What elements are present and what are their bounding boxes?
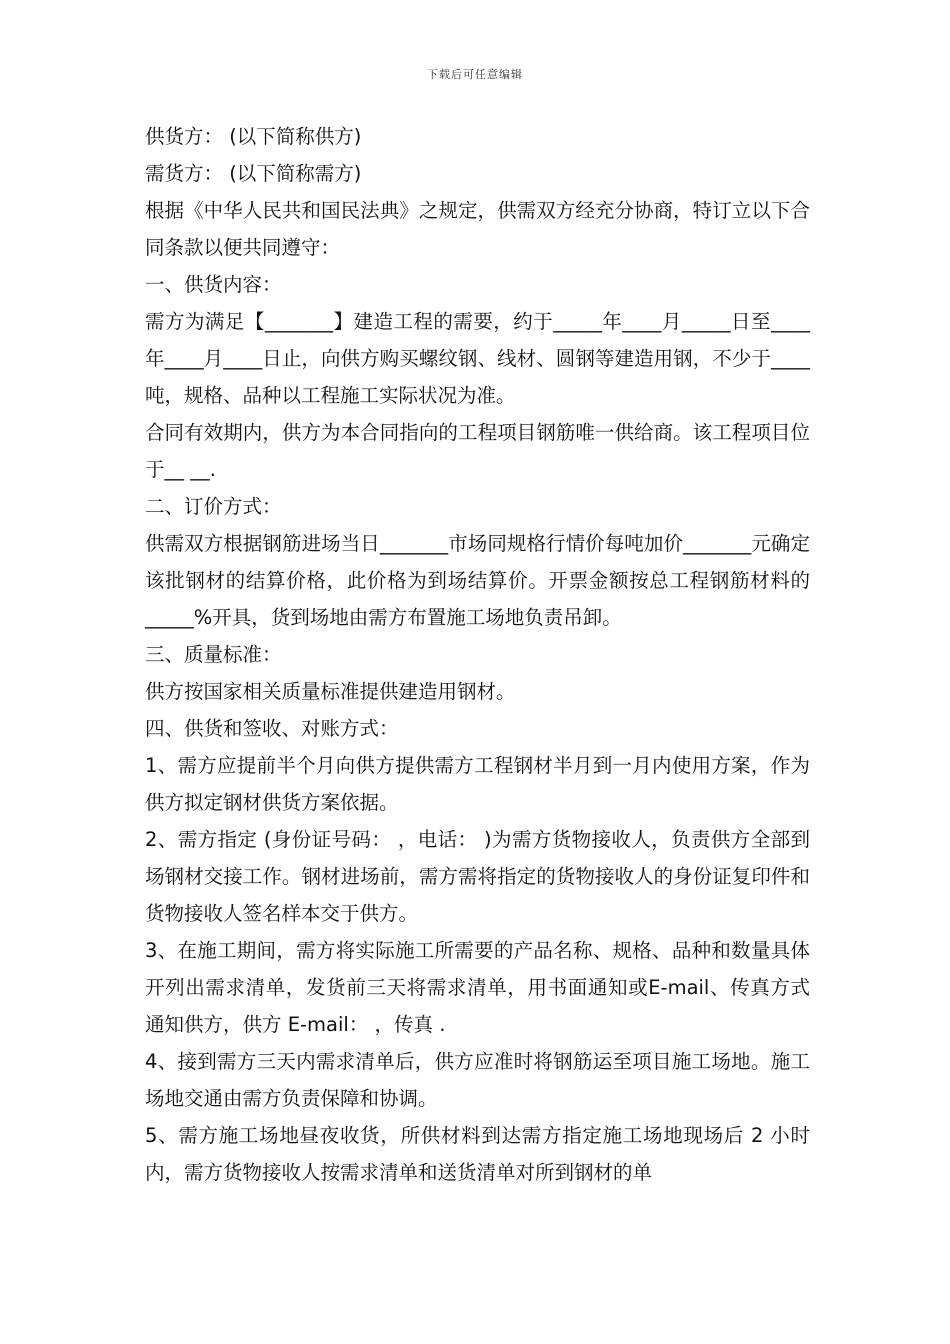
section-heading-delivery: 四、供货和签收、对账方式：	[145, 717, 399, 740]
paragraph-quality: 供方按国家相关质量标准提供建造用钢材。	[145, 680, 516, 703]
list-item-delivery-3: 3、在施工期间，需方将实际施工所需要的产品名称、规格、品种和数量具体开列出需求清单，发货前三天将需求清单，用书面通知或E-mail、传真方式通知供方，供方 E-mail： ，传真 .	[145, 939, 810, 1036]
page-header: 下载后可任意编辑	[427, 68, 523, 81]
section-heading-quality: 三、质量标准：	[145, 643, 282, 666]
list-item-delivery-2: 2、需方指定 (身份证号码： ，电话： )为需方货物接收人，负责供方全部到场钢材交接工作。钢材进场前，需方需将指定的货物接收人的身份证复印件和货物接收人签名样本交于供方。	[145, 828, 810, 925]
document-body	[145, 118, 810, 1191]
paragraph-sole-supplier: 合同有效期内，供方为本合同指向的工程项目钢筋唯一供给商。该工程项目位于__ __.	[145, 421, 810, 481]
list-item-delivery-4: 4、接到需方三天内需求清单后，供方应准时将钢筋运至项目施工场地。施工场地交通由需方负责保障和协调。	[145, 1050, 810, 1110]
paragraph-supplier: 供货方： (以下简称供方)	[145, 125, 362, 148]
section-heading-supply-content: 一、供货内容：	[145, 273, 282, 296]
paragraph-pricing: 供需双方根据钢筋进场当日_______市场同规格行情价每吨加价_______元确定该批钢材的结算价格，此价格为到场结算价。开票金额按总工程钢筋材料的_____%开具，货到场地由需方布置施工场地负责吊卸。	[145, 532, 810, 629]
paragraph-supply-content: 需方为满足【_______】建造工程的需要，约于_____年____月_____日至____年____月____日止，向供方购买螺纹钢、线材、圆钢等建造用钢，不少于____吨，规格、品种以工程施工实际状况为准。	[145, 310, 810, 407]
paragraph-buyer: 需货方： (以下简称需方)	[145, 162, 362, 185]
list-item-delivery-5: 5、需方施工场地昼夜收货，所供材料到达需方指定施工场地现场后 2 小时内，需方货物接收人按需求清单和送货清单对所到钢材的单	[145, 1124, 810, 1184]
section-heading-pricing: 二、订价方式：	[145, 495, 282, 518]
list-item-delivery-1: 1、需方应提前半个月向供方提供需方工程钢材半月到一月内使用方案，作为供方拟定钢材供货方案依据。	[145, 754, 810, 814]
paragraph-preamble: 根据《中华人民共和国民法典》之规定，供需双方经充分协商，特订立以下合同条款以便共同遵守：	[145, 199, 810, 259]
